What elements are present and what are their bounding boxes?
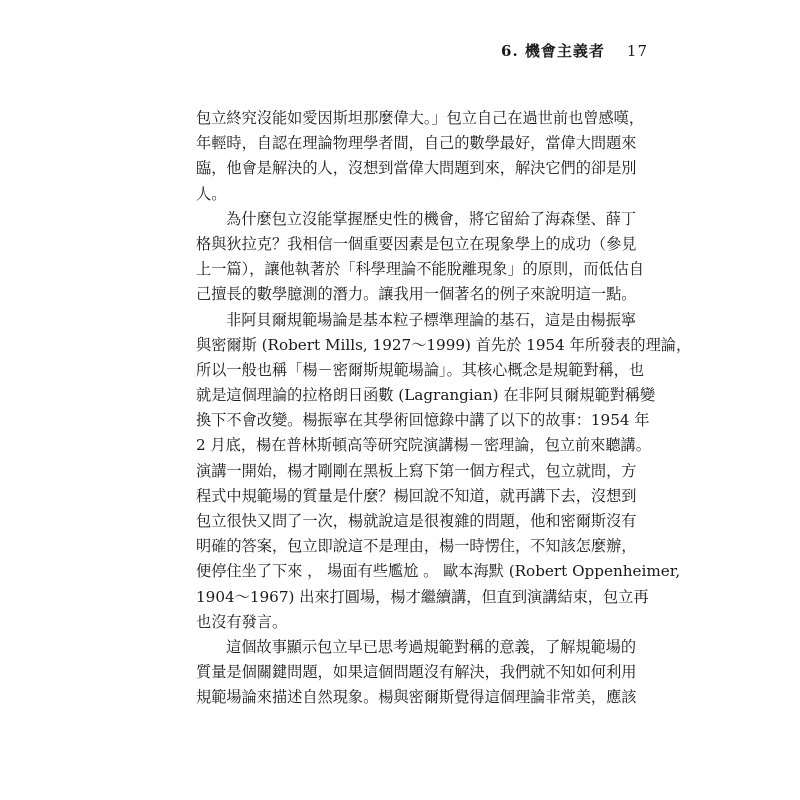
text-line: 格與狄拉克？我相信一個重要因素是包立在現象學上的成功（參見 xyxy=(196,234,637,253)
text-line: 與密爾斯 (Robert Mills, 1927～1999) 首先於 1954 年所發表的理論， xyxy=(196,335,692,354)
paragraph xyxy=(196,635,637,711)
text-line: 為什麼包立沒能掌握歷史性的機會，將它留給了海森堡、薛丁 xyxy=(226,209,637,228)
text-line: 人。 xyxy=(196,184,227,203)
body-text xyxy=(196,106,692,711)
text-line: 就是這個理論的拉格朗日函數 (Lagrangian) 在非阿貝爾規範對稱變 xyxy=(196,386,656,405)
text-line: 包立終究沒能如愛因斯坦那麼偉大。」包立自己在過世前也曾感嘆， xyxy=(196,109,645,127)
text-line: 這個故事顯示包立早已思考過規範對稱的意義，了解規範場的 xyxy=(226,637,637,656)
paragraph xyxy=(196,308,692,635)
text-line: 所以一般也稱「楊－密爾斯規範場論」。其核心概念是規範對稱，也 xyxy=(196,360,645,379)
chapter-title: 6. 機會主義者 xyxy=(501,42,605,60)
text-line: 包立很快又問了一次，楊就說這是很複雜的問題，他和密爾斯沒有 xyxy=(196,512,637,530)
text-line: 演講一開始，楊才剛剛在黑板上寫下第一個方程式，包立就問，方 xyxy=(196,461,637,480)
text-line: 非阿貝爾規範場論是基本粒子標準理論的基石，這是由楊振寧 xyxy=(226,310,637,329)
page-number: 17 xyxy=(626,42,648,60)
paragraph xyxy=(196,207,645,308)
text-line: 2 月底，楊在普林斯頓高等研究院演講楊－密理論，包立前來聽講。 xyxy=(196,436,651,455)
text-line: 程式中規範場的質量是什麼？楊回說不知道，就再講下去，沒想到 xyxy=(196,486,637,505)
text-line: 1904～1967) 出來打圓場，楊才繼續講，但直到演講結束，包立再 xyxy=(196,587,649,606)
text-line: 換下不會改變。楊振寧在其學術回憶錄中講了以下的故事：1954 年 xyxy=(196,411,650,430)
running-header xyxy=(501,40,648,61)
text-line: 己擅長的數學臆測的潛力。讓我用一個著名的例子來說明這一點。 xyxy=(196,285,637,304)
text-line: 上一篇），讓他執著於「科學理論不能脫離現象」的原則，而低估自 xyxy=(196,260,645,279)
text-line: 也沒有發言。 xyxy=(196,612,288,631)
text-line: 質量是個關鍵問題，如果這個問題沒有解決，我們就不知如何利用 xyxy=(196,663,637,682)
paragraph xyxy=(196,106,645,207)
text-line: 臨，他會是解決的人，沒想到當偉大問題到來，解決它們的卻是別 xyxy=(196,159,637,178)
text-line: 明確的答案，包立即說這不是理由，楊一時愣住，不知該怎麼辦， xyxy=(196,537,637,556)
text-line: 規範場論來描述自然現象。楊與密爾斯覺得這個理論非常美，應該 xyxy=(196,688,637,707)
text-line: 便停住坐了下來 ， 場面有些尷尬 。 歐本海默 (Robert Oppenheimer, xyxy=(196,562,681,581)
text-line: 年輕時，自認在理論物理學者間，自己的數學最好，當偉大問題來 xyxy=(196,134,637,153)
